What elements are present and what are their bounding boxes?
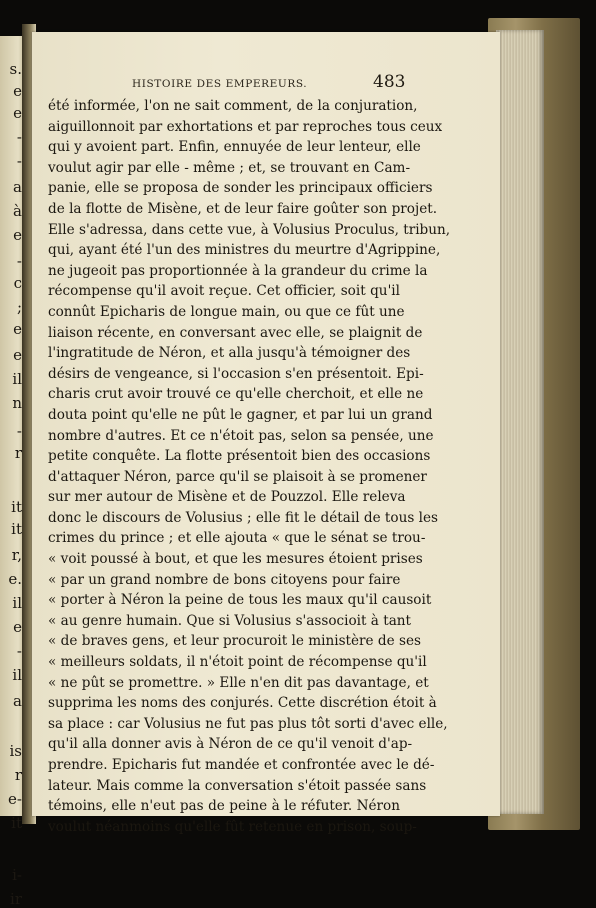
- text-line: désirs de vengeance, si l'occasion s'en présentoit. Epi-: [48, 365, 424, 382]
- left-page-fragment: -: [16, 642, 22, 660]
- left-page-fragment: is: [9, 742, 22, 760]
- text-line: sur mer autour de Misène et de Pouzzol. Elle releva: [48, 489, 406, 506]
- text-line: qui y avoient part. Enfin, ennuyée de leur lenteur, elle: [48, 139, 421, 156]
- text-line: crimes du prince ; et elle ajouta « que le sénat se trou-: [48, 530, 426, 547]
- text-line: nombre d'autres. Et ce n'étoit pas, selon sa pensée, une: [48, 427, 434, 444]
- text-line: prendre. Epicharis fut mandée et confrontée avec le dé-: [48, 757, 435, 773]
- text-line: qu'il alla donner avis à Néron de ce qu'il venoit d'ap-: [48, 736, 413, 753]
- text-line: l'ingratitude de Néron, et alla jusqu'à témoigner des: [48, 345, 411, 362]
- left-page-fragment: r: [14, 766, 22, 784]
- left-page-fragment: it: [11, 498, 22, 516]
- text-line: sa place : car Volusius ne fut pas plus tôt sorti d'avec elle,: [48, 715, 448, 732]
- left-page-fragment: e: [13, 82, 22, 100]
- text-line: petite conquête. La flotte présentoit bien des occasions: [48, 448, 431, 465]
- text-line: de la flotte de Misène, et de leur faire goûter son projet.: [48, 200, 438, 217]
- left-page-fragment: s.: [9, 60, 22, 78]
- left-page-fragment: e.: [8, 570, 22, 588]
- left-page-fragment: il: [12, 594, 22, 612]
- left-page-fragment: il: [12, 666, 22, 684]
- left-page-fragment: ;: [16, 298, 22, 316]
- left-page-fragment: il: [12, 370, 22, 388]
- left-page-fragment: e-: [8, 790, 22, 808]
- left-page-fragment: a: [13, 692, 22, 710]
- text-line: « porter à Néron la peine de tous les maux qu'il causoit: [48, 592, 432, 609]
- left-page-fragment: c: [13, 274, 22, 292]
- left-page-fragment: e: [13, 226, 22, 244]
- text-line: qui, ayant été l'un des ministres du meurtre d'Agrippine,: [48, 242, 441, 259]
- left-page-fragment: it: [11, 520, 22, 538]
- page-header: [32, 72, 500, 94]
- left-page-fragment: a: [13, 178, 22, 196]
- left-page-fragment: r: [14, 444, 22, 462]
- text-line: voulut agir par elle - même ; et, se trouvant en Cam-: [48, 159, 411, 176]
- text-line: donc le discours de Volusius ; elle fit le détail de tous les: [48, 509, 438, 526]
- text-line: supprima les noms des conjurés. Cette discrétion étoit à: [48, 695, 437, 712]
- left-page-fragment: -: [16, 252, 22, 270]
- left-page-fragment: e: [13, 618, 22, 636]
- text-line: charis crut avoir trouvé ce qu'elle cherchoit, et elle ne: [48, 386, 424, 403]
- left-page-fragment: -: [16, 152, 22, 170]
- left-page-fragment: e: [13, 320, 22, 338]
- text-line: « voit poussé à bout, et que les mesures étoient prises: [48, 551, 423, 568]
- left-page-fragment: r,: [11, 546, 22, 564]
- text-line: été informée, l'on ne sait comment, de la conjuration,: [48, 98, 418, 114]
- text-line: d'attaquer Néron, parce qu'il se plaisoit à se promener: [48, 468, 427, 485]
- text-line: aiguillonnoit par exhortations et par reproches tous ceux: [48, 118, 443, 135]
- left-page-fragment: ir: [10, 890, 22, 908]
- running-head: HISTOIRE DES EMPEREURS.: [132, 78, 308, 90]
- text-line: Elle s'adressa, dans cette vue, à Volusius Proculus, tribun,: [48, 221, 451, 238]
- text-line: « au genre humain. Que si Volusius s'associoit à tant: [48, 612, 412, 629]
- left-page-fragment: i-: [12, 866, 22, 884]
- text-line: douta point qu'elle ne pût le gagner, et par lui un grand: [48, 406, 433, 423]
- left-page-fragment: e: [13, 346, 22, 364]
- left-page-fragment: -: [16, 128, 22, 146]
- text-line: liaison récente, en conversant avec elle, se plaignit de: [48, 324, 423, 341]
- left-page-fragment: e: [13, 104, 22, 122]
- body-text: [48, 96, 451, 837]
- text-line: « meilleurs soldats, il n'étoit point de récompense qu'il: [48, 654, 427, 671]
- left-page-fragment: it: [11, 814, 22, 832]
- left-page-fragment: à: [13, 202, 22, 220]
- text-line: récompense qu'il avoit reçue. Cet officier, soit qu'il: [48, 283, 400, 300]
- text-line: « par un grand nombre de bons citoyens pour faire: [48, 571, 401, 588]
- text-line: panie, elle se proposa de sonder les principaux officiers: [48, 180, 433, 197]
- left-page-fragment: -: [16, 422, 22, 440]
- left-page-fragment: n: [12, 394, 22, 412]
- text-line: lateur. Mais comme la conversation s'étoit passée sans: [48, 777, 427, 794]
- page-edges: [496, 30, 544, 814]
- page-number: 483: [373, 72, 406, 92]
- text-line: voulut néanmoins qu'elle fût retenue en prison, soup-: [48, 818, 417, 835]
- text-line: ne jugeoit pas proportionnée à la grandeur du crime la: [48, 262, 428, 279]
- text-line: « ne pût se promettre. » Elle n'en dit pas davantage, et: [48, 674, 429, 691]
- text-line: « de braves gens, et leur procuroit le ministère de ses: [48, 633, 421, 650]
- text-line: connût Epicharis de longue main, ou que ce fût une: [48, 303, 405, 320]
- text-line: témoins, elle n'eut pas de peine à le réfuter. Néron: [48, 798, 400, 815]
